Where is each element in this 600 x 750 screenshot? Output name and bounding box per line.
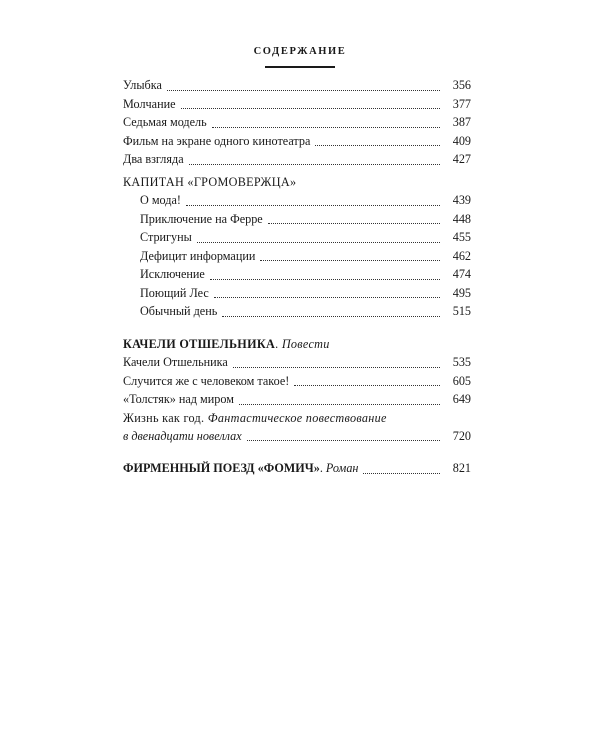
section-heading-kacheli: КАЧЕЛИ ОТШЕЛЬНИКА. Повести bbox=[123, 336, 330, 351]
dot-leader bbox=[186, 204, 440, 206]
toc-entry-title: Дефицит информации bbox=[140, 248, 256, 263]
toc-entry-subtitle-cont: в двенадцати новеллах bbox=[123, 428, 242, 443]
toc-entry-title: Жизнь как год. bbox=[123, 410, 205, 425]
toc-entry-title: Качели Отшельника bbox=[123, 355, 228, 369]
section-subtitle: Роман bbox=[325, 461, 359, 475]
toc-entry-film[interactable] bbox=[123, 132, 471, 151]
dot-leader bbox=[197, 241, 440, 243]
page-title: СОДЕРЖАНИЕ bbox=[253, 46, 347, 57]
section-title: ФИРМЕННЫЙ ПОЕЗД «ФОМИЧ» bbox=[123, 461, 320, 475]
section-subtitle: Повести bbox=[281, 336, 330, 351]
toc-entry-deficit[interactable] bbox=[123, 247, 471, 266]
toc-entry-fomich[interactable] bbox=[123, 459, 471, 478]
toc-entry-zhizn-line1[interactable] bbox=[123, 409, 471, 427]
toc-entry-priklyuchenie[interactable] bbox=[123, 210, 471, 229]
toc-entry-page: 377 bbox=[452, 96, 471, 111]
toc-entry-title: Улыбка bbox=[123, 78, 162, 92]
toc-entry-molchanie[interactable] bbox=[123, 95, 471, 114]
toc-entry-page: 495 bbox=[452, 285, 471, 300]
toc-entry-page: 356 bbox=[452, 78, 471, 92]
toc-entry-title: Молчание bbox=[123, 96, 176, 111]
toc-entry-sedmaya-model[interactable] bbox=[123, 113, 471, 132]
dot-leader bbox=[247, 439, 440, 441]
toc-entry-page: 409 bbox=[452, 133, 471, 148]
toc-entry-page: 821 bbox=[452, 461, 471, 475]
dot-leader bbox=[239, 403, 440, 405]
toc-entry-kacheli-otshelnika[interactable] bbox=[123, 353, 471, 372]
dot-leader bbox=[222, 315, 440, 317]
dot-leader bbox=[363, 472, 440, 474]
toc-entry-page: 649 bbox=[452, 392, 471, 406]
dot-leader bbox=[294, 384, 440, 386]
toc-entry-title: Седьмая модель bbox=[123, 115, 207, 129]
section-title: КАЧЕЛИ ОТШЕЛЬНИКА bbox=[123, 336, 276, 351]
toc-entry-isklyuchenie[interactable] bbox=[123, 265, 471, 284]
toc-entry-page: 448 bbox=[452, 211, 471, 226]
toc-entry-tolstyak[interactable] bbox=[123, 390, 471, 409]
toc-entry-o-moda[interactable] bbox=[123, 191, 471, 210]
toc-entry-title: Случится же с человеком такое! bbox=[123, 373, 290, 388]
toc-entry-ulybka[interactable] bbox=[123, 76, 471, 95]
dot-leader bbox=[214, 296, 440, 298]
toc-entry-title: Поющий Лес bbox=[140, 285, 209, 300]
toc-entry-page: 605 bbox=[452, 373, 471, 388]
toc-entry-obychny-den[interactable] bbox=[123, 302, 471, 321]
toc-entry-title: О мода! bbox=[140, 193, 181, 207]
toc-entry-page: 462 bbox=[452, 248, 471, 263]
title-underline bbox=[265, 66, 335, 68]
dot-leader bbox=[315, 144, 440, 146]
toc-entry-sluchitsya[interactable] bbox=[123, 372, 471, 391]
dot-leader bbox=[189, 163, 440, 165]
toc-entry-title: Обычный день bbox=[140, 304, 218, 318]
toc-entry-page: 387 bbox=[452, 115, 471, 129]
toc-entry-page: 439 bbox=[452, 193, 471, 207]
table-of-contents bbox=[123, 76, 471, 478]
dot-leader bbox=[268, 222, 440, 224]
toc-entry-page: 455 bbox=[452, 230, 471, 244]
toc-entry-striguny[interactable] bbox=[123, 228, 471, 247]
dot-leader bbox=[181, 107, 440, 109]
toc-entry-title: Стригуны bbox=[140, 230, 192, 244]
dot-leader bbox=[233, 366, 440, 368]
toc-entry-zhizn-line2[interactable] bbox=[123, 427, 471, 446]
toc-entry-page: 535 bbox=[452, 355, 471, 369]
dot-leader bbox=[260, 259, 440, 261]
toc-entry-page: 427 bbox=[452, 152, 471, 166]
toc-entry-page: 720 bbox=[452, 428, 471, 443]
section-heading-fomich: ФИРМЕННЫЙ ПОЕЗД «ФОМИЧ». Роман bbox=[123, 461, 359, 475]
toc-entry-page: 515 bbox=[452, 304, 471, 318]
toc-entry-title: Два взгляда bbox=[123, 152, 184, 166]
dot-leader bbox=[212, 126, 440, 128]
toc-entry-poyushchiy-les[interactable] bbox=[123, 284, 471, 303]
toc-entry-title: Исключение bbox=[140, 267, 205, 281]
toc-entry-page: 474 bbox=[452, 267, 471, 281]
dot-leader bbox=[210, 278, 440, 280]
toc-entry-dva-vzglyada[interactable] bbox=[123, 150, 471, 169]
toc-entry-title: «Толстяк» над миром bbox=[123, 392, 234, 406]
toc-entry-title: Фильм на экране одного кинотеатра bbox=[123, 133, 311, 148]
toc-entry-title: Приключение на Ферре bbox=[140, 211, 263, 226]
section-heading-kapitan: КАПИТАН «ГРОМОВЕРЖЦА» bbox=[123, 174, 297, 189]
toc-entry-subtitle: Фантастическое повествование bbox=[207, 410, 387, 425]
dot-leader bbox=[167, 89, 440, 91]
